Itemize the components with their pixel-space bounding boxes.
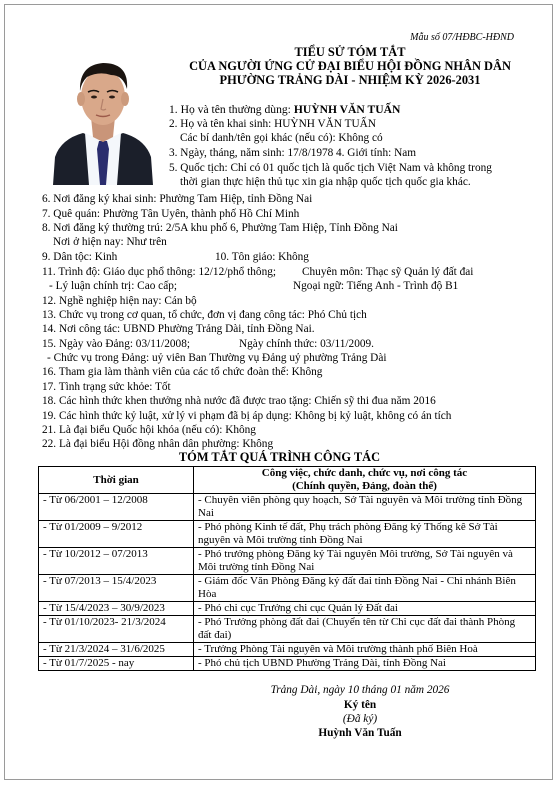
field-organizations: 16. Tham gia làm thành viên của các tổ chức đoàn thể: Không (42, 366, 323, 378)
field-party-official-date: Ngày chính thức: 03/11/2009. (239, 338, 374, 350)
document-page (4, 4, 553, 780)
row-time: - Từ 01/2009 – 9/2012 (39, 521, 194, 548)
field-discipline: 19. Các hình thức kỷ luật, xử lý vi phạm đã bị áp dụng: Không bị kỷ luật, không có án tích (42, 410, 452, 422)
field-religion: 10. Tôn giáo: Không (215, 251, 309, 263)
field-birthdate: 3. Ngày, tháng, năm sinh: 17/8/1978 (169, 147, 334, 159)
header-job-line1: Công việc, chức danh, chức vụ, nơi công tác (261, 467, 468, 479)
title-line-3: PHƯỜNG TRẢNG DÀI - NHIỆM KỲ 2026-2031 (219, 73, 481, 87)
field-national-assembly: 21. Là đại biểu Quốc hội khóa (nếu có): Không (42, 424, 256, 436)
field-ward-council: 22. Là đại biểu Hội đồng nhân dân phường: Không (42, 438, 274, 450)
field-ethnicity: 9. Dân tộc: Kinh (42, 251, 118, 263)
header-job (194, 467, 536, 494)
row-job: - Phó trưởng phòng Đăng ký Tài nguyên Môi trường, Sở Tài nguyên và Môi trường tỉnh Đồng Nai (194, 548, 536, 575)
table-row (39, 657, 536, 671)
field-common-name-label: 1. Họ và tên thường dùng: (169, 103, 294, 116)
field-nationality-cont: thời gian thực hiện thủ tục xin gia nhập quốc tịch quốc gia khác. (180, 176, 471, 188)
document-title (165, 45, 535, 87)
row-job: - Trưởng Phòng Tài nguyên và Môi trường thành phố Biên Hoà (194, 643, 536, 657)
table-row (39, 643, 536, 657)
signature-place-date: Trảng Dài, ngày 10 tháng 01 năm 2026 (270, 684, 450, 696)
field-aliases: Các bí danh/tên gọi khác (nếu có): Không có (180, 132, 383, 144)
field-birth-name: 2. Họ và tên khai sinh: HUỲNH VĂN TUẤN (169, 118, 376, 130)
title-line-1: TIỂU SỬ TÓM TẮT (294, 45, 406, 59)
field-workplace: 14. Nơi công tác: UBND Phường Trảng Dài, tỉnh Đồng Nai. (42, 323, 315, 335)
title-line-2: CỦA NGƯỜI ỨNG CỬ ĐẠI BIỂU HỘI ĐỒNG NHÂN DÂN (189, 59, 511, 73)
row-job: - Phó phòng Kinh tế đất, Phụ trách phòng Đăng ký Thống kê Sở Tài nguyên và Môi trường tỉnh Đồng Nai (194, 521, 536, 548)
field-permanent-address: 8. Nơi đăng ký thường trú: 2/5A khu phố 6, Phường Tam Hiệp, Tỉnh Đồng Nai (42, 222, 398, 234)
career-table (38, 466, 536, 671)
table-row (39, 521, 536, 548)
row-time: - Từ 10/2012 – 07/2013 (39, 548, 194, 575)
table-row (39, 494, 536, 521)
field-common-name-value: HUỲNH VĂN TUẤN (293, 103, 401, 116)
table-row (39, 548, 536, 575)
row-time: - Từ 07/2013 – 15/4/2023 (39, 575, 194, 602)
field-occupation: 12. Nghề nghiệp hiện nay: Cán bộ (42, 295, 197, 307)
signature-name: Huỳnh Văn Tuấn (318, 727, 402, 739)
field-awards: 18. Các hình thức khen thưởng nhà nước đã được trao tặng: Chiến sỹ thi đua năm 2016 (42, 395, 436, 407)
field-gender: 4. Giới tính: Nam (336, 147, 417, 159)
field-birth-registration: 6. Nơi đăng ký khai sinh: Phường Tam Hiệp, tỉnh Đồng Nai (42, 193, 313, 205)
field-health: 17. Tình trạng sức khỏe: Tốt (42, 381, 171, 393)
row-time: - Từ 21/3/2024 – 31/6/2025 (39, 643, 194, 657)
row-job: - Phó chi cục Trưởng chi cục Quản lý Đất đai (194, 602, 536, 616)
field-current-address: Nơi ở hiện nay: Như trên (53, 236, 167, 248)
field-common-name (169, 103, 400, 116)
career-table-header (39, 467, 536, 494)
field-nationality: 5. Quốc tịch: Chỉ có 01 quốc tịch là quốc tịch Việt Nam và không trong (169, 162, 492, 174)
table-row (39, 602, 536, 616)
signature-signed: (Đã ký) (342, 713, 378, 725)
row-time: - Từ 01/10/2023- 21/3/2024 (39, 616, 194, 643)
row-job: - Chuyên viên phòng quy hoạch, Sở Tài nguyên và Môi trường tỉnh Đồng Nai (194, 494, 536, 521)
field-position: 13. Chức vụ trong cơ quan, tổ chức, đơn vị đang công tác: Phó Chủ tịch (42, 309, 367, 321)
signature-label: Ký tên (343, 699, 377, 711)
form-number: Mẫu số 07/HĐBC-HĐND (410, 32, 514, 43)
header-job-line2: (Chính quyền, Đảng, đoàn thể) (292, 480, 437, 492)
field-major: Chuyên môn: Thạc sỹ Quản lý đất đai (302, 266, 474, 278)
table-row (39, 575, 536, 602)
field-party-position: - Chức vụ trong Đảng: uỷ viên Ban Thường vụ Đảng uỷ phường Trảng Dài (47, 352, 387, 364)
portrait-image (51, 45, 155, 185)
field-education: 11. Trình độ: Giáo dục phổ thông: 12/12/phổ thông; (42, 266, 277, 278)
field-political-theory: - Lý luận chính trị: Cao cấp; (49, 280, 177, 292)
row-job: - Phó Trưởng phòng đất đai (Chuyển tên từ Chi cục đất đai thành Phòng đất đai) (194, 616, 536, 643)
header-time: Thời gian (39, 467, 194, 494)
row-job: - Giám đốc Văn Phòng Đăng ký đất đai tỉnh Đồng Nai - Chi nhánh Biên Hòa (194, 575, 536, 602)
row-time: - Từ 01/7/2025 - nay (39, 657, 194, 671)
field-hometown: 7. Quê quán: Phường Tân Uyên, thành phố Hồ Chí Minh (42, 208, 300, 220)
field-party-join-date: 15. Ngày vào Đảng: 03/11/2008; (42, 338, 190, 350)
portrait-photo (51, 45, 155, 185)
row-time: - Từ 06/2001 – 12/2008 (39, 494, 194, 521)
row-time: - Từ 15/4/2023 – 30/9/2023 (39, 602, 194, 616)
row-job: - Phó chủ tịch UBND Phường Trảng Dài, tỉnh Đồng Nai (194, 657, 536, 671)
table-row (39, 616, 536, 643)
field-language: Ngoại ngữ: Tiếng Anh - Trình độ B1 (293, 280, 459, 292)
career-section-title: TÓM TẮT QUÁ TRÌNH CÔNG TÁC (178, 450, 381, 464)
